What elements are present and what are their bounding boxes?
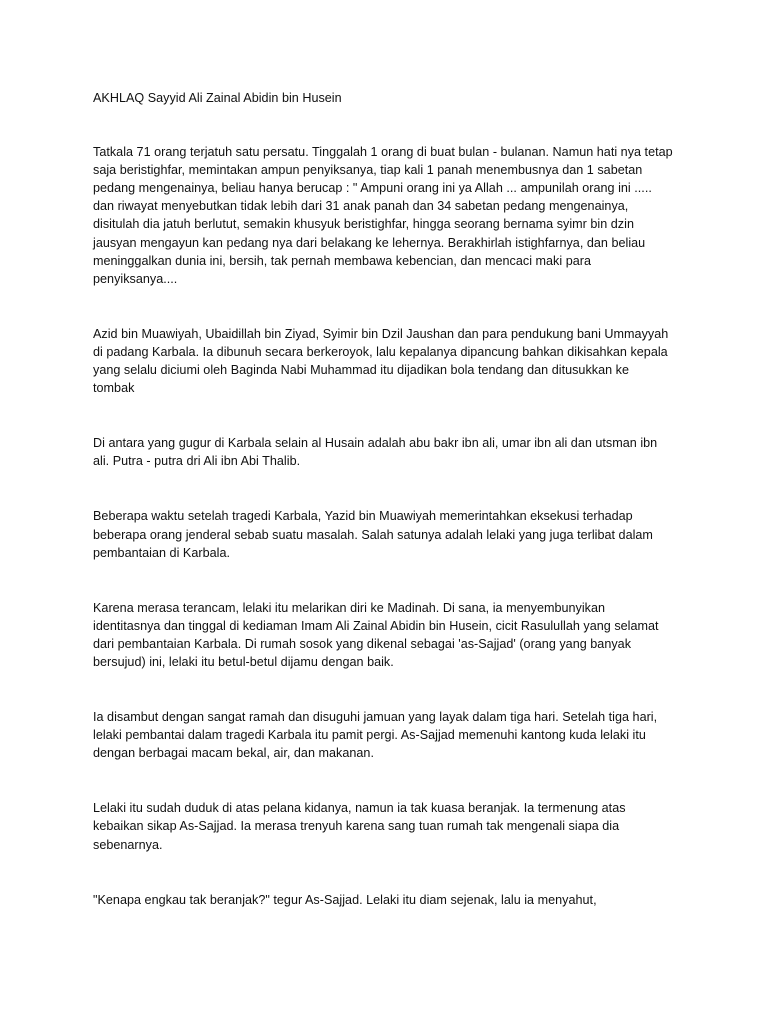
document-body — [93, 89, 673, 946]
paragraph-8: "Kenapa engkau tak beranjak?" tegur As-Sajjad. Lelaki itu diam sejenak, lalu ia menyahut, — [93, 892, 597, 907]
paragraph-5: Karena merasa terancam, lelaki itu melarikan diri ke Madinah. Di sana, ia menyembunyikan identitasnya dan tinggal di kediaman Imam Ali Zainal Abidin bin Husein, cicit Rasulullah yang selamat dari pembantaian Karbala. Di rumah sosok yang dikenal sebagai 'as-Sajjad' (orang yang banyak bersujud) ini, lelaki itu betul-betul dijamu dengan baik. — [93, 600, 659, 669]
paragraph-3: Di antara yang gugur di Karbala selain al Husain adalah abu bakr ibn ali, umar ibn ali dan utsman ibn ali. Putra - putra dri Ali ibn Abi Thalib. — [93, 436, 658, 469]
paragraph-6: Ia disambut dengan sangat ramah dan disuguhi jamuan yang layak dalam tiga hari. Setelah tiga hari, lelaki pembantai dalam tragedi Karbala itu pamit pergi. As-Sajjad memenuhi kantong kuda lelaki itu dengan berbagai macam bekal, air, dan makanan. — [93, 710, 658, 761]
paragraph-7: Lelaki itu sudah duduk di atas pelana kidanya, namun ia tak kuasa beranjak. Ia termenung atas kebaikan sikap As-Sajjad. Ia merasa trenyuh karena sang tuan rumah tak mengenali siapa dia sebenarnya. — [93, 801, 626, 852]
paragraph-2: Azid bin Muawiyah, Ubaidillah bin Ziyad, Syimir bin Dzil Jaushan dan para pendukung bani Ummayyah di padang Karbala. Ia dibunuh secara berkeroyok, lalu kepalanya dipancung bahkan dikisahkan kepala yang selalu diciumi oleh Baginda Nabi Muhammad itu dijadikan bola tendang dan ditusukkan ke tombak — [93, 326, 669, 396]
paragraph-1: Tatkala 71 orang terjatuh satu persatu. Tinggalah 1 orang di buat bulan - bulanan. Namun hati nya tetap saja beristighfar, memintakan ampun penyiksanya, tiap kali 1 panah menembusnya dan 1 sabetan pedang mengenainya, beliau hanya berucap : " Ampuni orang ini ya Allah ... ampunilah orang ini ..... dan riwayat menyebutkan tidak lebih dari 31 anak panah dan 34 sabetan pedang mengenainya, disitulah dia jatuh berlutut, semakin khusyuk beristighfar, hingga seorang bernama syimr bin dzin jausyan mengayun kan pedang nya dari belakang ke lehernya. Berakhirlah istighfarnya, dan beliau meninggalkan dunia ini, bersih, tak pernah membawa kebencian, dan mencaci maki para penyiksanya.... — [93, 145, 673, 286]
paragraph-4: Beberapa waktu setelah tragedi Karbala, Yazid bin Muawiyah memerintahkan eksekusi terhadap beberapa orang jenderal sebab suatu masalah. Salah satunya adalah lelaki yang juga terlibat dalam pembantaian di Karbala. — [93, 509, 653, 560]
document-title: AKHLAQ Sayyid Ali Zainal Abidin bin Husein — [93, 91, 342, 105]
